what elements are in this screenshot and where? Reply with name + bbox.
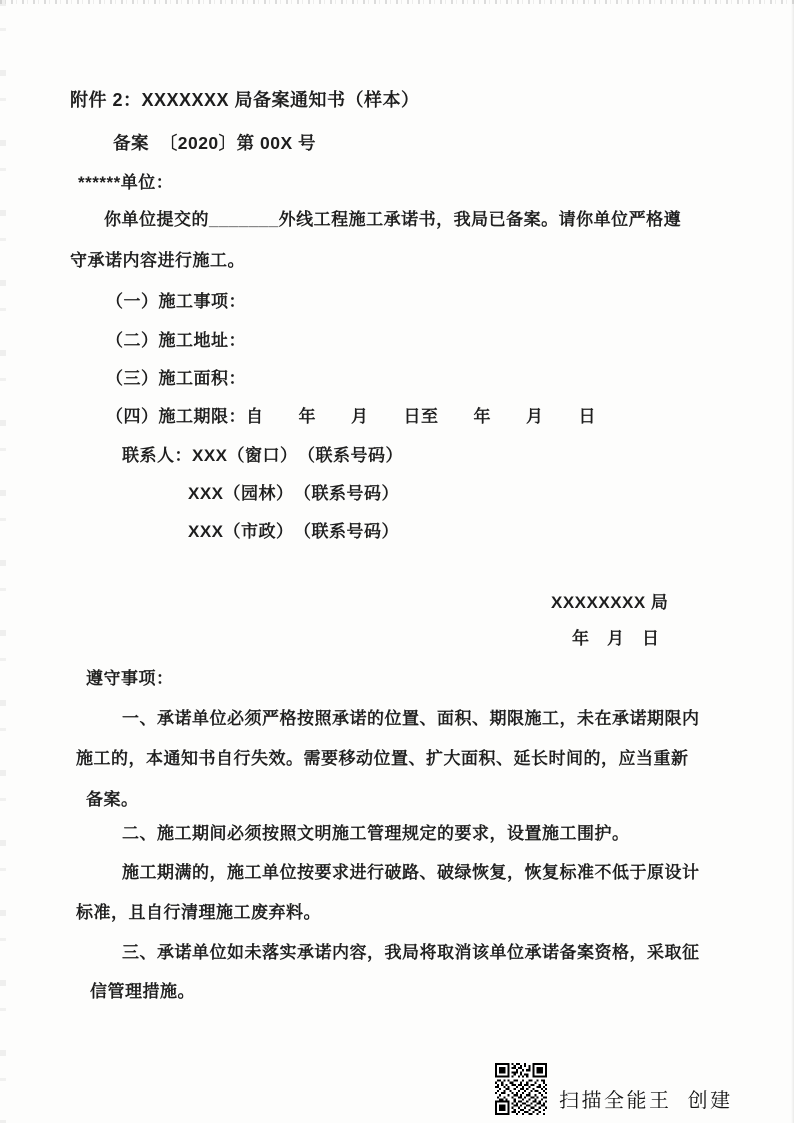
- note-3-line-1: 三、承诺单位如未落实承诺内容，我局将取消该单位承诺备案资格，采取征: [122, 943, 700, 962]
- construction-item-4-period: （四）施工期限：自 年 月 日至 年 月 日: [106, 407, 596, 426]
- construction-item-1: （一）施工事项：: [106, 292, 246, 311]
- note-2-line-3: 标准，且自行清理施工废弃料。: [76, 903, 321, 922]
- note-2-line-2: 施工期满的，施工单位按要求进行破路、破绿恢复，恢复标准不低于原设计: [122, 863, 700, 882]
- attachment-title: 附件 2：XXXXXXX 局备案通知书（样本）: [70, 90, 420, 110]
- qr-code-icon: [495, 1063, 547, 1115]
- scan-artifact-top-edge: [0, 0, 794, 4]
- scan-artifact-left-edge: [0, 0, 6, 1123]
- construction-item-3: （三）施工面积：: [106, 369, 246, 388]
- contact-line-municipal: XXX（市政） （联系号码）: [188, 522, 400, 541]
- construction-item-2: （二）施工地址：: [106, 331, 246, 350]
- scanner-watermark: [495, 1063, 733, 1115]
- intro-paragraph-line-1: 你单位提交的_______外线工程施工承诺书，我局已备案。请你单位严格遵: [104, 210, 682, 229]
- note-1-line-1: 一、承诺单位必须严格按照承诺的位置、面积、期限施工，未在承诺期限内: [122, 709, 700, 728]
- document-number: 备案 〔2020〕第 00X 号: [113, 133, 317, 153]
- addressee-line: ******单位：: [78, 173, 174, 192]
- note-1-line-2: 施工的，本通知书自行失效。需要移动位置、扩大面积、延长时间的，应当重新: [76, 749, 689, 768]
- scanner-watermark-label: 扫描全能王 创建: [559, 1089, 733, 1112]
- contact-line-garden: XXX（园林） （联系号码）: [188, 484, 400, 503]
- contact-line-window: 联系人：XXX（窗口） （联系号码）: [122, 446, 404, 465]
- note-3-line-2: 信管理措施。: [90, 982, 195, 1001]
- note-1-line-3: 备案。: [86, 790, 139, 809]
- signature-date-line: 年 月 日: [572, 629, 660, 648]
- intro-paragraph-line-2: 守承诺内容进行施工。: [70, 251, 245, 270]
- compliance-notes-heading: 遵守事项：: [86, 669, 174, 688]
- signature-organization: XXXXXXXX 局: [551, 593, 669, 612]
- note-2-line-1: 二、施工期间必须按照文明施工管理规定的要求，设置施工围护。: [122, 824, 630, 843]
